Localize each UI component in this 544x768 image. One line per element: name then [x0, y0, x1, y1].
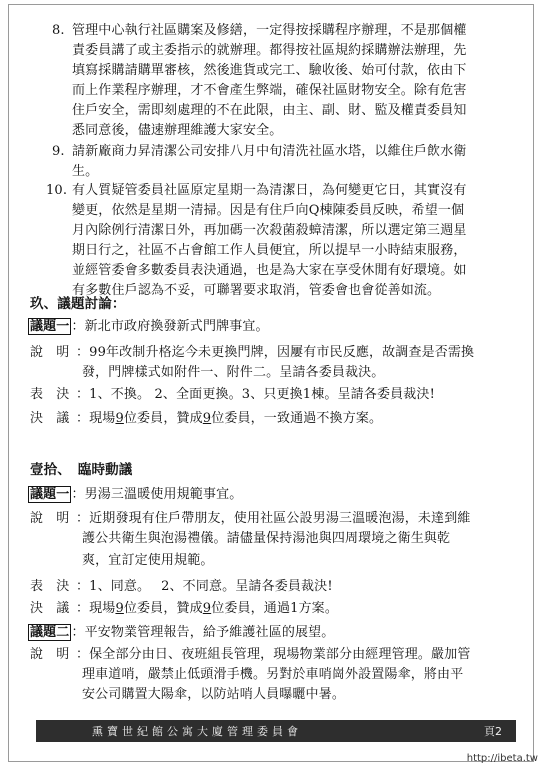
t1-explain-line: 護公共衛生與泡湯禮儀。請儘量保持湯池與四周環境之衛生與乾: [82, 531, 451, 546]
item-8-line: 責委員講了或主委指示的就辦理。都得按社區規約採購辦法辦理，先: [72, 43, 467, 58]
t1-explain-line: 爽，宜訂定使用規範。: [82, 553, 214, 568]
page-number: 頁2: [484, 725, 502, 738]
resolve-text: [76, 410, 382, 427]
item-10-line: 有多數住戶認為不妥，可聯署要求取消，管委會也會從善如流。: [72, 283, 441, 298]
t1-resolve-label: 決 議: [30, 601, 70, 616]
topic1-label: 議題一: [30, 487, 70, 502]
explain-label: 說 明: [30, 345, 70, 360]
item-8-number: 8.: [52, 23, 65, 38]
topic-text: ：新北市政府換發新式門牌事宜。: [71, 319, 269, 334]
explain-line: 發，門牌樣式如附件一、附件二。呈請各委員裁決。: [82, 365, 385, 380]
resolve-label: 決 議: [30, 411, 70, 426]
t1-resolve-pre: ：現場: [76, 601, 116, 616]
t2-explain-line: 理車道哨，嚴禁止低頭滑手機。另對於車哨崗外設置陽傘，將由平: [82, 667, 464, 682]
topic-label: 議題一: [30, 319, 70, 334]
approve-count: 9: [202, 411, 212, 426]
t2-explain-line: ：保全部分由日、夜班組長管理，現場物業部分由經理管理。嚴加管: [76, 647, 471, 662]
t1-approve-count: 9: [202, 601, 212, 616]
item-8-line: 住戶安全，需即刻處理的不在此限，由主、副、財、監及權責委員知: [72, 103, 467, 118]
item-10-line: 並經管委會多數委員表決通過，也是為大家在享受休閒有好環境。如: [72, 263, 467, 278]
topic2-text: ：平安物業管理報告，給予維護社區的展望。: [71, 625, 335, 640]
section-9-heading: 玖、議題討論：: [30, 296, 126, 312]
watermark-url: http://ibeta.tw: [466, 753, 538, 764]
resolve-pre: ：現場: [76, 411, 116, 426]
resolve-mid: 位委員，贊成: [123, 411, 203, 426]
t1-vote-label: 表 決: [30, 579, 70, 594]
item-9-number: 9.: [52, 144, 65, 159]
topic2-label: 議題二: [30, 625, 70, 640]
topic1-text: ：男湯三溫暖使用規範事宜。: [71, 487, 243, 502]
t1-resolve-post: 位委員，通過1方案。: [211, 601, 338, 616]
item-8-line: 而上作業程序辦理，才不會產生弊端，確保社區財物安全。除有危害: [72, 83, 467, 98]
present-count: 9: [115, 411, 124, 426]
t1-explain-label: 說 明: [30, 511, 70, 526]
vote-text: ：1、不換。 2、全面更換。3、只更換1棟。呈請各委員裁決!: [76, 387, 435, 402]
t1-present-count: 9: [115, 601, 124, 616]
item-8-line: 悉同意後，儘速辦理維護大家安全。: [72, 123, 283, 138]
section-10-heading: 壹拾、 臨時動議: [30, 462, 133, 478]
item-8-line: 管理中心執行社區購案及修繕，一定得按採購程序辦理，不是那個權: [72, 23, 467, 38]
t2-explain-label: 說 明: [30, 647, 70, 662]
t1-resolve-mid: 位委員，贊成: [123, 601, 203, 616]
item-9-line: 請新廠商力昇清潔公司安排八月中旬清洗社區水塔，以維住戶飲水衛: [72, 144, 467, 159]
item-8-line: 填寫採購請購單審核，然後進貨或完工、驗收後、始可付款，依由下: [72, 63, 467, 78]
footer-title: 熏寶世紀館公寓大廈管理委員會: [92, 725, 302, 738]
sec10-topic2-row: [28, 624, 334, 641]
vote-label: 表 決: [30, 387, 70, 402]
item-10-line: 有人質疑管委員社區原定星期一為清潔日，為何變更它日，其實沒有: [72, 183, 467, 198]
item-10-line: 變更，依然是星期一清掃。因是有住戶向Q棟陳委員反映，希望一個: [72, 203, 465, 218]
sec9-topic-row: [28, 318, 269, 335]
item-10-line: 月內除例行清潔日外，再加碼一次殺菌殺蟑清潔，所以選定第三週星: [72, 223, 467, 238]
t1-vote-text: ：1、同意。 2、不同意。呈請各委員裁決!: [76, 579, 333, 594]
page-footer: [36, 720, 516, 742]
t2-explain-line: 安公司購置大陽傘，以防站哨人員曝曬中暑。: [82, 687, 346, 702]
sec10-topic1-row: [28, 486, 242, 503]
item-10-number: 10.: [46, 183, 68, 198]
item-10-line: 期日行之，社區不占會館工作人員便宜，所以提早一小時結束服務，: [72, 243, 467, 258]
explain-line: ：99年改制升格迄今未更換門牌，因屢有市民反應，故調查是否需換: [76, 345, 475, 360]
item-9-line: 生。: [72, 164, 99, 179]
resolve-post: 位委員，一致通過不換方案。: [211, 411, 383, 426]
t1-explain-line: ：近期發現有住戶帶朋友，使用社區公設男湯三溫暖泡湯，未達到維: [76, 511, 471, 526]
t1-resolve-text: [76, 600, 338, 617]
